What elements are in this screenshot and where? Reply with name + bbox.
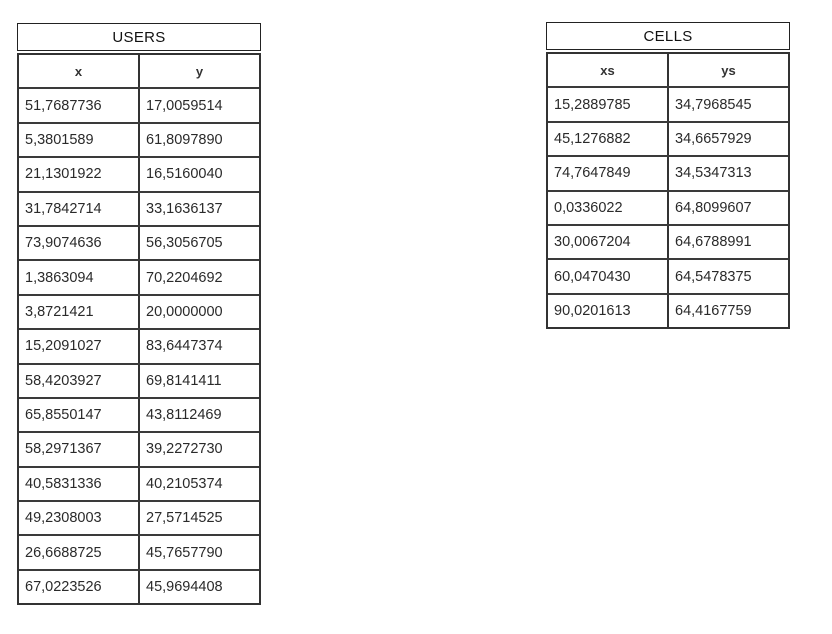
cells-cell-ys: 64,5478375 [667,260,788,292]
table-row [19,122,259,156]
users-cell-y: 20,0000000 [138,296,259,328]
users-cell-y: 33,1636137 [138,193,259,225]
users-cell-x: 67,0223526 [25,579,102,596]
cells-table [546,22,790,329]
cells-cell-ys: 34,7968545 [667,88,788,120]
users-table-title: USERS [17,23,261,51]
table-row [19,534,259,568]
users-header-x: x [74,63,83,79]
users-cell-x: 49,2308003 [25,510,102,527]
table-row [548,258,788,292]
table-row [548,121,788,155]
table-row [548,86,788,120]
users-cell-x: 51,7687736 [25,97,102,114]
users-cell-x: 65,8550147 [25,407,102,424]
cells-cell-xs: 30,0067204 [554,234,631,251]
cells-cell-xs: 45,1276882 [554,130,631,147]
cells-cell-xs: 60,0470430 [554,268,631,285]
cells-cell-ys: 64,4167759 [667,295,788,327]
table-row [19,87,259,121]
users-cell-x: 15,2091027 [25,338,102,355]
table-row [19,466,259,500]
users-cell-y: 17,0059514 [138,89,259,121]
users-cell-x: 21,1301922 [25,166,102,183]
table-row [19,431,259,465]
users-cell-y: 27,5714525 [138,502,259,534]
users-header-row [19,53,259,87]
cells-cell-ys: 64,6788991 [667,226,788,258]
table-row [19,191,259,225]
users-cell-y: 61,8097890 [138,124,259,156]
table-row [19,156,259,190]
table-row [19,328,259,362]
cells-cell-ys: 34,5347313 [667,157,788,189]
cells-grid [546,52,790,329]
cells-table-title: CELLS [546,22,790,50]
cells-header-ys: ys [667,54,788,86]
users-cell-y: 45,7657790 [138,536,259,568]
cells-header-row [548,52,788,86]
users-cell-y: 56,3056705 [138,227,259,259]
table-row [19,500,259,534]
users-cell-y: 69,8141411 [138,365,259,397]
cells-cell-xs: 0,0336022 [554,199,623,216]
table-row [19,363,259,397]
users-cell-y: 40,2105374 [138,468,259,500]
cells-cell-ys: 34,6657929 [667,123,788,155]
users-cell-y: 70,2204692 [138,261,259,293]
table-row [548,155,788,189]
users-cell-y: 83,6447374 [138,330,259,362]
cells-cell-xs: 74,7647849 [554,165,631,182]
cells-cell-xs: 90,0201613 [554,302,631,319]
users-cell-x: 31,7842714 [25,200,102,217]
users-cell-x: 26,6688725 [25,544,102,561]
users-cell-x: 3,8721421 [25,303,94,320]
users-table [17,23,261,605]
users-cell-x: 1,3863094 [25,269,94,286]
table-row [19,569,259,603]
users-cell-y: 43,8112469 [138,399,259,431]
table-row [548,224,788,258]
cells-cell-ys: 64,8099607 [667,192,788,224]
cells-header-xs: xs [600,62,615,78]
users-cell-x: 58,2971367 [25,441,102,458]
cells-cell-xs: 15,2889785 [554,96,631,113]
table-row [19,225,259,259]
table-row [19,259,259,293]
table-row [19,294,259,328]
users-cell-x: 5,3801589 [25,131,94,148]
users-cell-y: 16,5160040 [138,158,259,190]
table-row [548,190,788,224]
users-cell-x: 58,4203927 [25,372,102,389]
table-row [548,293,788,327]
users-cell-x: 73,9074636 [25,235,102,252]
table-row [19,397,259,431]
users-cell-y: 39,2272730 [138,433,259,465]
users-cell-y: 45,9694408 [138,571,259,603]
users-cell-x: 40,5831336 [25,475,102,492]
users-grid [17,53,261,605]
users-header-y: y [138,55,259,87]
